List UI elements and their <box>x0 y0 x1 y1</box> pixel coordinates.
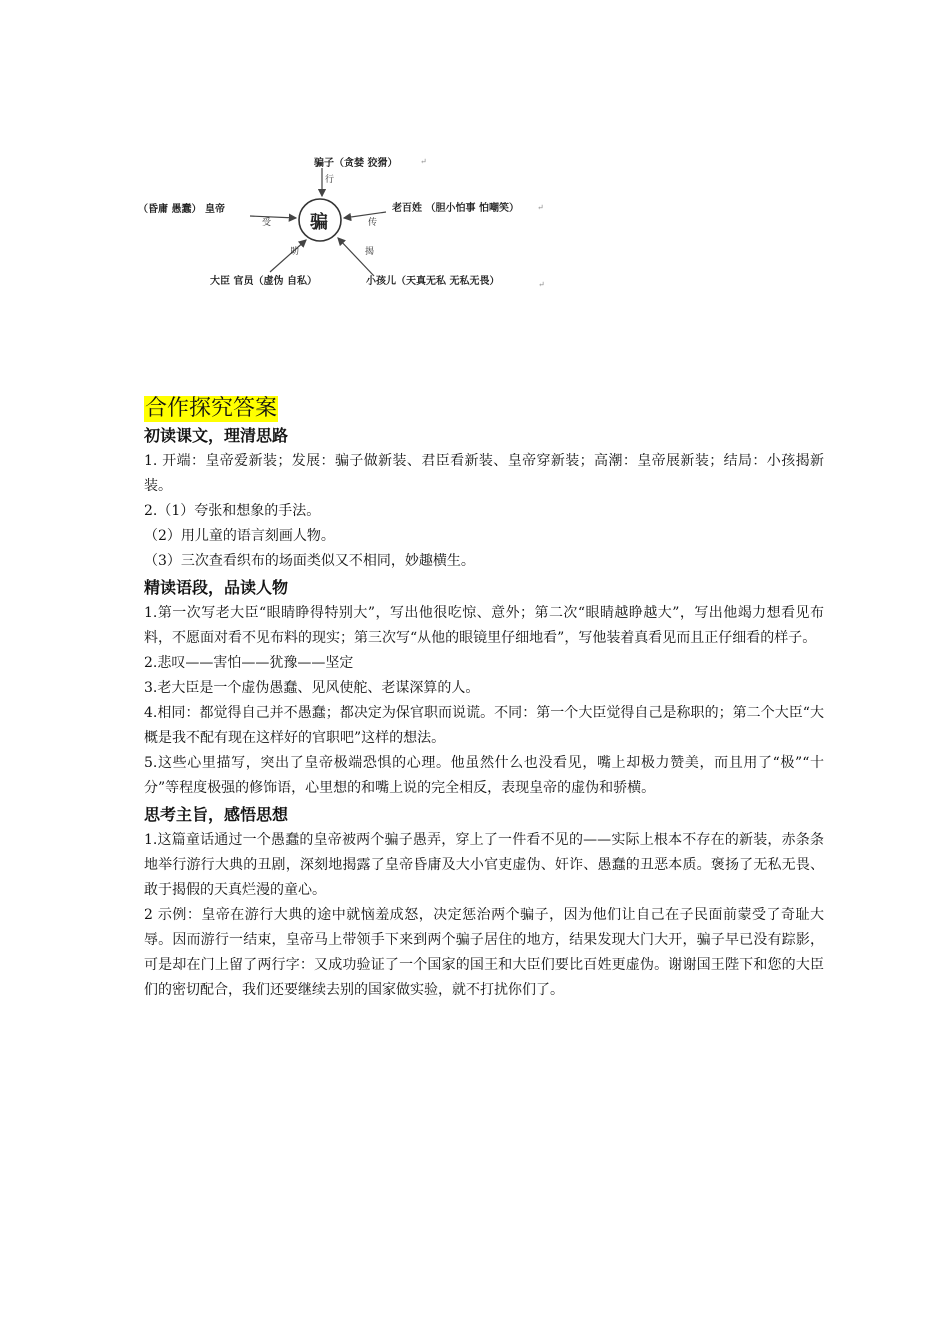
center-label: 骗 <box>310 212 328 233</box>
return-mark-icon: ↵ <box>420 157 427 166</box>
paragraph: 2 示例：皇帝在游行大典的途中就恼羞成怒，决定惩治两个骗子，因为他们让自己在子民面前蒙受了奇耻大辱。因而游行一结束，皇帝马上带领手下来到两个骗子居住的地方，结果发现大门大开，骗子早已没有踪影，可是却在门上留了两行字：又成功验证了一个国家的国王和大臣们要比百姓更虚伪。谢谢国王陛下和您的大臣们的密切配合，我们还要继续去别的国家做实验，就不打扰你们了。 <box>144 907 824 998</box>
paragraph: 4.相同：都觉得自己并不愚蠢；都决定为保官职而说谎。不同：第一个大臣觉得自己是称职的；第二个大臣“大概是我不配有现在这样好的官职吧”这样的想法。 <box>144 705 824 746</box>
top-verb: 行 <box>325 175 335 185</box>
bottom-right-verb: 揭 <box>365 247 375 257</box>
paragraph: （2）用儿童的语言刻画人物。 <box>144 528 335 544</box>
paragraph: 2.（1）夸张和想象的手法。 <box>144 503 321 519</box>
right-verb: 传 <box>368 218 378 228</box>
return-mark-icon: ↵ <box>538 280 545 289</box>
left-verb: 受 <box>262 218 272 228</box>
right-label: 老百姓 （胆小怕事 怕嘲笑） <box>392 203 519 214</box>
section-first-reading <box>144 422 824 574</box>
bottom-left-label: 大臣 官员（虚伪 自私） <box>210 276 317 287</box>
paragraph: 2.悲叹——害怕——犹豫——坚定 <box>144 655 354 671</box>
page-title: 合作探究答案 <box>145 396 278 421</box>
arrow-left <box>250 216 296 218</box>
top-label: 骗子（贪婪 狡猾） <box>314 158 398 169</box>
section-heading: 初读课文，理清思路 <box>144 426 289 445</box>
bottom-left-verb: 助 <box>290 247 300 257</box>
character-diagram <box>138 148 558 298</box>
paragraph: （3）三次查看织布的场面类似又不相同，妙趣横生。 <box>144 553 475 569</box>
paragraph: 1.这篇童话通过一个愚蠢的皇帝被两个骗子愚弄，穿上了一件看不见的——实际上根本不存在的新装，赤条条地举行游行大典的丑剧，深刻地揭露了皇帝昏庸及大小官吏虚伪、奸诈、愚蠢的丑恶本质。褒扬了无私无畏、敢于揭假的天真烂漫的童心。 <box>144 832 824 898</box>
bottom-right-label: 小孩儿（天真无私 无私无畏） <box>366 276 500 287</box>
paragraph: 1.第一次写老大臣“眼睛睁得特别大”，写出他很吃惊、意外；第二次“眼睛越睁越大”，写出他竭力想看见布料，不愿面对看不见布料的现实；第三次写“从他的眼镜里仔细地看”，写他装着真看见而且正仔细看的样子。 <box>144 605 824 646</box>
section-theme <box>144 801 824 1003</box>
arrow-right <box>344 212 386 218</box>
paragraph: 5.这些心里描写，突出了皇帝极端恐惧的心理。他虽然什么也没看见，嘴上却极力赞美，而且用了“极”“十分”等程度极强的修饰语，心里想的和嘴上说的完全相反，表现皇帝的虚伪和骄横。 <box>144 755 824 796</box>
answer-content <box>144 396 824 1003</box>
section-heading: 思考主旨，感悟思想 <box>144 805 289 824</box>
section-close-reading <box>144 574 824 801</box>
arrow-bottom-left <box>270 240 306 272</box>
paragraph: 1. 开端：皇帝爱新装；发展：骗子做新装、君臣看新装、皇帝穿新装；高潮：皇帝展新装；结局：小孩揭新装。 <box>144 453 824 494</box>
left-label: （昏庸 愚蠢） 皇帝 <box>138 204 225 215</box>
paragraph: 3.老大臣是一个虚伪愚蠢、见风使舵、老谋深算的人。 <box>144 680 480 696</box>
return-mark-icon: ↵ <box>537 203 544 212</box>
section-heading: 精读语段，品读人物 <box>144 578 289 597</box>
